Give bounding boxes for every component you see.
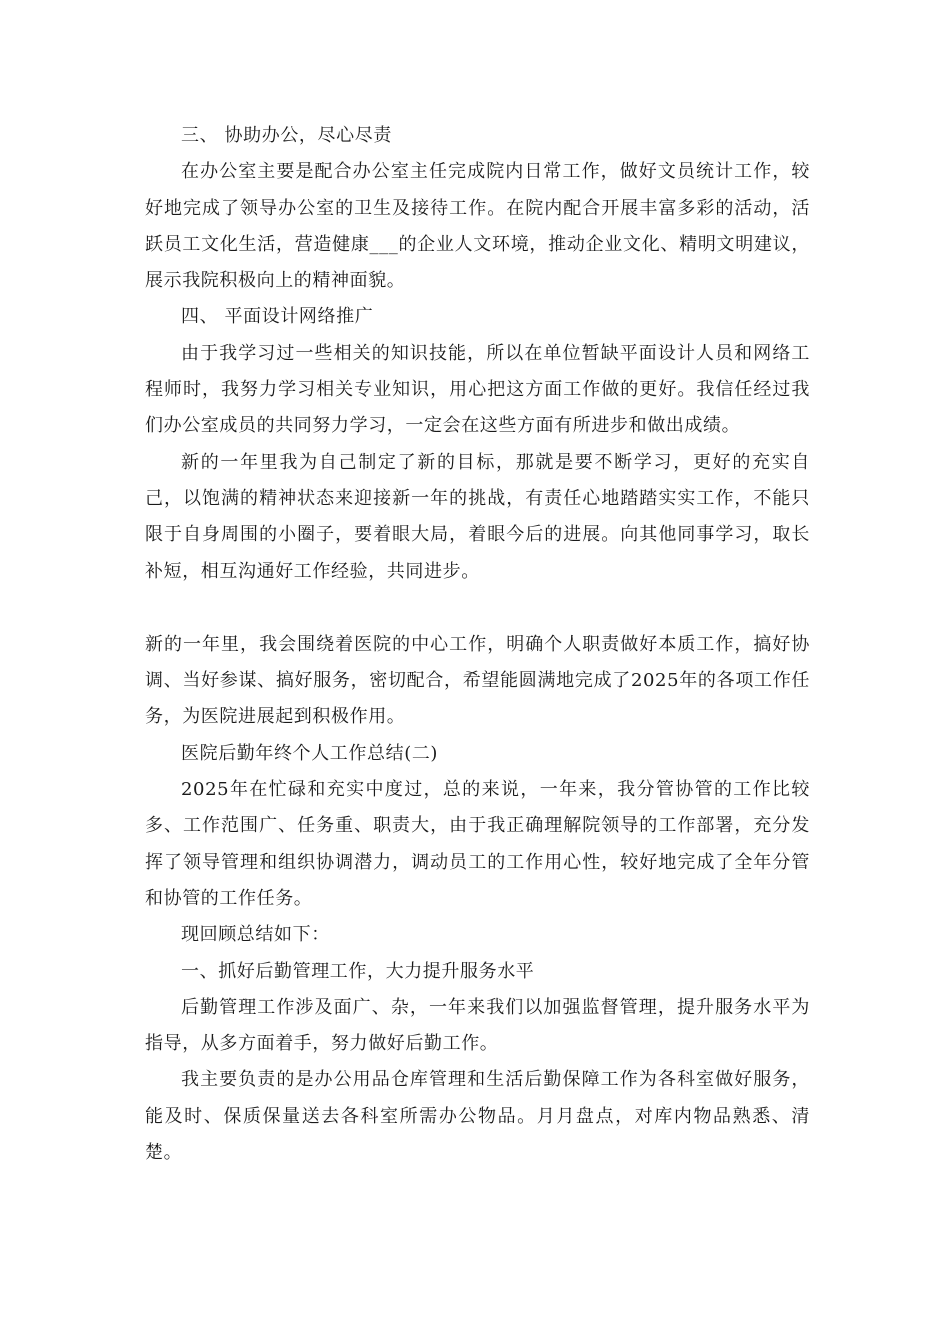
section-heading-1: 一、抓好后勤管理工作，大力提升服务水平 — [181, 960, 535, 982]
body-paragraph: 我主要负责的是办公用品仓库管理和生活后勤保障工作为各科室做好服务，能及时、保质保量送去各科室所需办公物品。月月盘点，对库内物品熟悉、清楚。 — [145, 1069, 810, 1164]
blank-line — [145, 590, 810, 627]
body-paragraph: 2025年在忙碌和充实中度过，总的来说，一年来，我分管协管的工作比较多、工作范围广、任务重、职责大，由于我正确理解院领导的工作部署，充分发挥了领导管理和组织协调潜力，调动员工的工作用心性，较好地完成了全年分管和协管的工作任务。 — [145, 779, 810, 909]
body-paragraph: 后勤管理工作涉及面广、杂，一年来我们以加强监督管理，提升服务水平为指导，从多方面着手，努力做好后勤工作。 — [145, 996, 810, 1055]
body-paragraph: 在办公室主要是配合办公室主任完成院内日常工作，做好文员统计工作，较好地完成了领导办公室的卫生及接待工作。在院内配合开展丰富多彩的活动，活跃员工文化生活，营造健康___的企业人文环境，推动企业文化、精明文明建议，展示我院积极向上的精神面貌。 — [145, 161, 810, 292]
document-subtitle: 医院后勤年终个人工作总结(二) — [181, 742, 439, 764]
body-paragraph: 现回顾总结如下： — [181, 924, 330, 946]
document-body — [145, 118, 810, 1171]
body-paragraph: 新的一年里，我会围绕着医院的中心工作，明确个人职责做好本质工作，搞好协调、当好参谋、搞好服务，密切配合，希望能圆满地完成了2025年的各项工作任务，为医院进展起到积极作用。 — [145, 633, 810, 728]
section-heading-4: 四、 平面设计网络推广 — [181, 306, 374, 328]
body-paragraph: 由于我学习过一些相关的知识技能，所以在单位暂缺平面设计人员和网络工程师时，我努力学习相关专业知识，用心把这方面工作做的更好。我信任经过我们办公室成员的共同努力学习，一定会在这些方面有所进步和做出成绩。 — [145, 342, 810, 437]
body-paragraph: 新的一年里我为自己制定了新的目标，那就是要不断学习，更好的充实自己，以饱满的精神状态来迎接新一年的挑战，有责任心地踏踏实实工作，不能只限于自身周围的小圈子，要着眼大局，着眼今后的进展。向其他同事学习，取长补短，相互沟通好工作经验，共同进步。 — [145, 451, 810, 582]
section-heading-3: 三、 协助办公，尽心尽责 — [181, 125, 392, 146]
